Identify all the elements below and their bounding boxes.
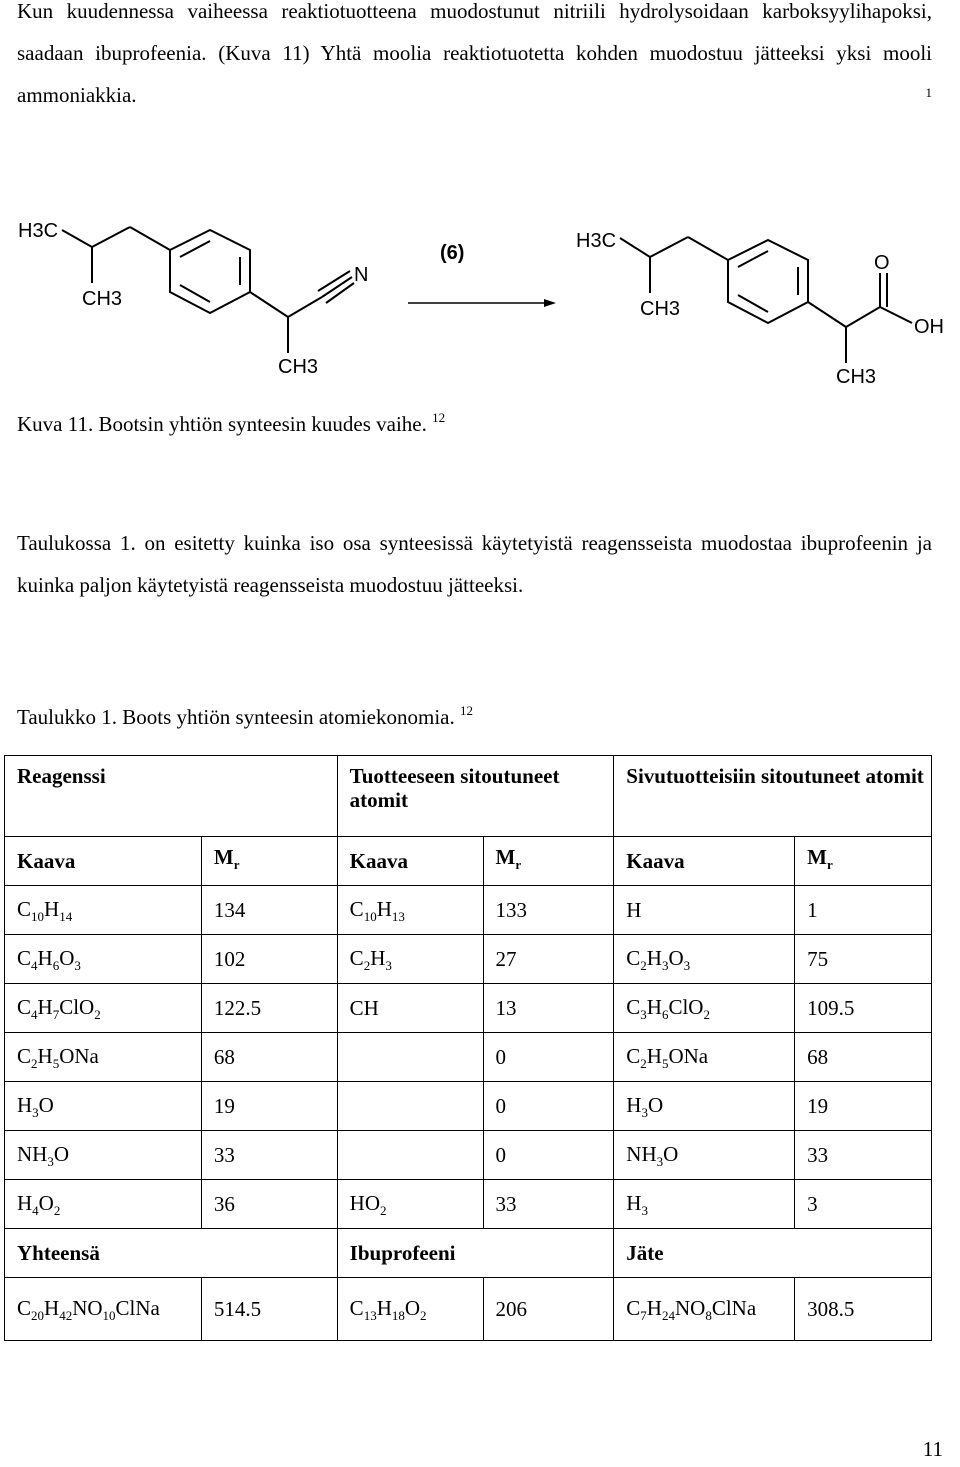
- table-row: [5, 1131, 932, 1180]
- formula-part: H: [44, 896, 60, 921]
- table-totals-row: [5, 1278, 932, 1341]
- group-header-byproduct: Sivutuotteisiin sitoutuneet atomit: [614, 756, 932, 837]
- formula-cell: [614, 1278, 795, 1341]
- molar-mass-cell: 19: [201, 1082, 337, 1131]
- molar-mass-cell: 33: [483, 1180, 614, 1229]
- formula-subscript: 2: [380, 1202, 387, 1218]
- formula-subscript: 6: [661, 1006, 669, 1022]
- molar-mass-cell: 0: [483, 1033, 614, 1082]
- molar-mass-cell: 134: [201, 886, 337, 935]
- formula-cell: [5, 1180, 202, 1229]
- formula-part: ONa: [668, 1043, 709, 1068]
- table-caption-text: Taulukko 1. Boots yhtiön synteesin atomiekonomia.: [17, 705, 455, 729]
- formula-part: H: [626, 898, 642, 922]
- formula-cell: [614, 935, 795, 984]
- formula-cell: [5, 984, 202, 1033]
- formula-subscript: 2: [31, 1055, 38, 1071]
- formula-cell: [337, 1082, 483, 1131]
- formula-part: H: [646, 994, 662, 1019]
- formula-cell: [337, 1033, 483, 1082]
- formula-subscript: 2: [420, 1307, 427, 1323]
- reaction-scheme-figure: [0, 195, 960, 395]
- formula-part: H: [376, 896, 392, 921]
- formula-part: O: [663, 1141, 679, 1166]
- formula-subscript: 10: [363, 908, 377, 924]
- body-paragraph: [17, 522, 932, 606]
- molar-mass-cell: 109.5: [795, 984, 932, 1033]
- formula-subscript: 2: [640, 957, 647, 973]
- page-number: 11: [922, 1437, 943, 1461]
- molar-mass-cell: 68: [201, 1033, 337, 1082]
- formula-part: C: [349, 1295, 364, 1320]
- table-row: [5, 886, 932, 935]
- formula-part: NO: [72, 1295, 103, 1320]
- formula-part: C: [17, 1295, 32, 1320]
- formula-subscript: 2: [640, 1055, 647, 1071]
- molar-mass-cell: 33: [795, 1131, 932, 1180]
- intro-text: Kun kuudennessa vaiheessa reaktiotuotteena muodostunut nitriili hydrolysoidaan karboksyylihapoksi, saadaan ibuprofeenia. (Kuva 11) Yhtä moolia reaktiotuotetta kohden muodostuu jätteeksi yksi mooli ammoniakkia.: [17, 0, 932, 107]
- formula-cell: [337, 1278, 483, 1341]
- formula-cell: [614, 984, 795, 1033]
- formula-subscript: 3: [640, 1006, 647, 1022]
- formula-part: H: [646, 1295, 662, 1320]
- formula-subscript: 7: [52, 1006, 60, 1022]
- molar-mass-cell: 19: [795, 1082, 932, 1131]
- molar-mass-cell: 75: [795, 935, 932, 984]
- formula-part: C: [17, 994, 32, 1019]
- molar-mass-cell: 514.5: [201, 1278, 337, 1341]
- formula-subscript: 4: [31, 1006, 38, 1022]
- product-label-h3c: H3C: [576, 230, 617, 252]
- sub-header-formula: Kaava: [5, 837, 202, 886]
- formula-subscript: 3: [683, 957, 691, 973]
- formula-subscript: 3: [641, 1104, 648, 1120]
- molar-mass-cell: 1: [795, 886, 932, 935]
- totals-label-waste: Jäte: [614, 1229, 932, 1278]
- mr-subscript: r: [515, 857, 522, 873]
- formula-part: H: [17, 1190, 33, 1215]
- formula-subscript: 2: [703, 1006, 710, 1022]
- formula-cell: [614, 886, 795, 935]
- sub-header-molar-mass: [795, 837, 932, 886]
- formula-part: C: [626, 1043, 641, 1068]
- intro-footnote: 1: [925, 85, 932, 100]
- formula-cell: [5, 1131, 202, 1180]
- formula-part: ClO: [59, 994, 95, 1019]
- reactant-label-ch3-b: CH3: [278, 356, 319, 378]
- molar-mass-cell: 3: [795, 1180, 932, 1229]
- molar-mass-cell: 36: [201, 1180, 337, 1229]
- group-header-product: Tuotteeseen sitoutuneet atomit: [337, 756, 614, 837]
- formula-subscript: 3: [47, 1153, 54, 1169]
- formula-subscript: 2: [363, 957, 371, 973]
- molar-mass-cell: 68: [795, 1033, 932, 1082]
- formula-subscript: 3: [74, 957, 81, 973]
- formula-part: O: [38, 1092, 54, 1117]
- reaction-arrow: [408, 299, 556, 307]
- body-paragraph-text: Taulukossa 1. on esitetty kuinka iso osa synteesissä käytetyistä reagensseista muodostaa ibuprofeenin ja kuinka paljon käytetyistä reagensseista muodostuu jätteeksi.: [17, 531, 932, 597]
- formula-subscript: 2: [94, 1006, 101, 1022]
- formula-part: O: [647, 1092, 664, 1117]
- mr-subscript: r: [827, 857, 833, 873]
- formula-cell: [614, 1082, 795, 1131]
- table-caption-footnote: 12: [460, 703, 473, 718]
- product-label-o: O: [874, 252, 890, 274]
- formula-part: C: [626, 945, 641, 970]
- formula-part: C: [17, 945, 32, 970]
- formula-part: O: [404, 1295, 421, 1320]
- formula-part: H: [646, 945, 662, 970]
- formula-subscript: 13: [391, 908, 405, 924]
- formula-part: C: [17, 1043, 32, 1068]
- formula-subscript: 4: [31, 957, 38, 973]
- formula-subscript: 13: [363, 1307, 377, 1323]
- formula-part: H: [626, 1190, 642, 1215]
- sub-header-formula: Kaava: [337, 837, 483, 886]
- formula-cell: [614, 1033, 795, 1082]
- step-label: (6): [440, 242, 465, 264]
- formula-part: H: [646, 1043, 662, 1068]
- formula-cell: [5, 935, 202, 984]
- totals-label-total: Yhteensä: [5, 1229, 338, 1278]
- formula-cell: [5, 886, 202, 935]
- table-row: [5, 1180, 932, 1229]
- table-sub-header-row: [5, 837, 932, 886]
- formula-part: O: [53, 1141, 70, 1166]
- figure-caption-text: Kuva 11. Bootsin yhtiön synteesin kuudes vaihe.: [17, 412, 427, 436]
- figure-caption: [17, 412, 445, 437]
- mr-subscript: r: [233, 857, 240, 873]
- formula-subscript: 5: [52, 1055, 60, 1071]
- formula-part: C: [349, 945, 364, 970]
- formula-part: H: [626, 1092, 642, 1117]
- formula-cell: [337, 935, 483, 984]
- formula-part: O: [668, 945, 684, 970]
- product-label-ch3-b: CH3: [836, 366, 877, 388]
- group-header-reagent: Reagenssi: [5, 756, 338, 837]
- molar-mass-cell: 0: [483, 1082, 614, 1131]
- table-totals-label-row: [5, 1229, 932, 1278]
- formula-cell: [5, 1082, 202, 1131]
- mr-symbol: M: [213, 844, 234, 869]
- table-row: [5, 935, 932, 984]
- formula-part: ClO: [668, 994, 704, 1019]
- formula-subscript: 20: [31, 1307, 45, 1323]
- molar-mass-cell: 0: [483, 1131, 614, 1180]
- formula-part: C: [17, 896, 32, 921]
- formula-part: C: [626, 1295, 641, 1320]
- table-row: [5, 1033, 932, 1082]
- formula-part: HO: [349, 1190, 381, 1215]
- mr-symbol: M: [807, 844, 827, 869]
- molar-mass-cell: 308.5: [795, 1278, 932, 1341]
- formula-part: H: [17, 1092, 33, 1117]
- formula-part: ONa: [59, 1043, 99, 1068]
- formula-subscript: 8: [705, 1307, 712, 1323]
- table-row: [5, 984, 932, 1033]
- reactant-label-n: N: [354, 264, 369, 286]
- formula-subscript: 3: [385, 957, 392, 973]
- mr-symbol: M: [495, 844, 516, 869]
- formula-subscript: 7: [640, 1307, 647, 1323]
- formula-part: O: [59, 945, 75, 970]
- table-caption: [17, 705, 473, 730]
- formula-subscript: 3: [656, 1153, 664, 1169]
- formula-part: ClNa: [115, 1295, 160, 1320]
- formula-part: H: [44, 1295, 60, 1320]
- formula-cell: [614, 1131, 795, 1180]
- product-label-ch3-a: CH3: [640, 298, 681, 320]
- molar-mass-cell: 13: [483, 984, 614, 1033]
- formula-subscript: 14: [59, 908, 73, 924]
- formula-part: ClNa: [711, 1295, 757, 1320]
- totals-label-ibuprofen: Ibuprofeeni: [337, 1229, 614, 1278]
- formula-subscript: 3: [641, 1202, 648, 1218]
- formula-part: H: [37, 1043, 53, 1068]
- table-body: [5, 886, 932, 1229]
- formula-part: C: [349, 896, 364, 921]
- molar-mass-cell: 102: [201, 935, 337, 984]
- formula-part: O: [38, 1190, 54, 1215]
- formula-subscript: 4: [32, 1202, 39, 1218]
- molar-mass-cell: 33: [201, 1131, 337, 1180]
- sub-header-molar-mass: [483, 837, 614, 886]
- formula-subscript: 10: [102, 1307, 116, 1323]
- formula-cell: [337, 984, 483, 1033]
- reactant-label-ch3-a: CH3: [82, 288, 123, 310]
- table-row: [5, 1082, 932, 1131]
- formula-cell: [337, 1131, 483, 1180]
- molar-mass-cell: 206: [483, 1278, 614, 1341]
- product-label-oh: OH: [914, 316, 944, 338]
- formula-subscript: 5: [661, 1055, 669, 1071]
- formula-subscript: 10: [31, 908, 45, 924]
- table-group-header-row: [5, 756, 932, 837]
- formula-part: H: [370, 945, 386, 970]
- molar-mass-cell: 122.5: [201, 984, 337, 1033]
- formula-subscript: 42: [59, 1307, 73, 1323]
- formula-cell: [614, 1180, 795, 1229]
- formula-cell: [5, 1033, 202, 1082]
- formula-part: H: [376, 1295, 392, 1320]
- formula-part: H: [37, 945, 53, 970]
- formula-part: NO: [674, 1295, 706, 1320]
- molar-mass-cell: 133: [483, 886, 614, 935]
- formula-cell: [337, 1180, 483, 1229]
- formula-cell: [5, 1278, 202, 1341]
- molar-mass-cell: 27: [483, 935, 614, 984]
- formula-subscript: 24: [661, 1307, 675, 1323]
- formula-part: NH: [626, 1141, 657, 1166]
- formula-part: C: [626, 994, 641, 1019]
- formula-subscript: 6: [52, 957, 60, 973]
- formula-part: NH: [17, 1141, 48, 1166]
- formula-part: CH: [349, 996, 379, 1020]
- formula-subscript: 3: [32, 1104, 39, 1120]
- formula-subscript: 2: [53, 1202, 61, 1218]
- figure-caption-footnote: 12: [432, 410, 446, 425]
- formula-subscript: 3: [661, 957, 669, 973]
- intro-paragraph: [17, 0, 932, 116]
- formula-subscript: 18: [391, 1307, 405, 1323]
- formula-part: H: [37, 994, 53, 1019]
- sub-header-formula: Kaava: [614, 837, 795, 886]
- sub-header-molar-mass: [201, 837, 337, 886]
- reactant-label-h3c: H3C: [18, 220, 59, 242]
- atom-economy-table: [4, 755, 932, 1341]
- formula-cell: [337, 886, 483, 935]
